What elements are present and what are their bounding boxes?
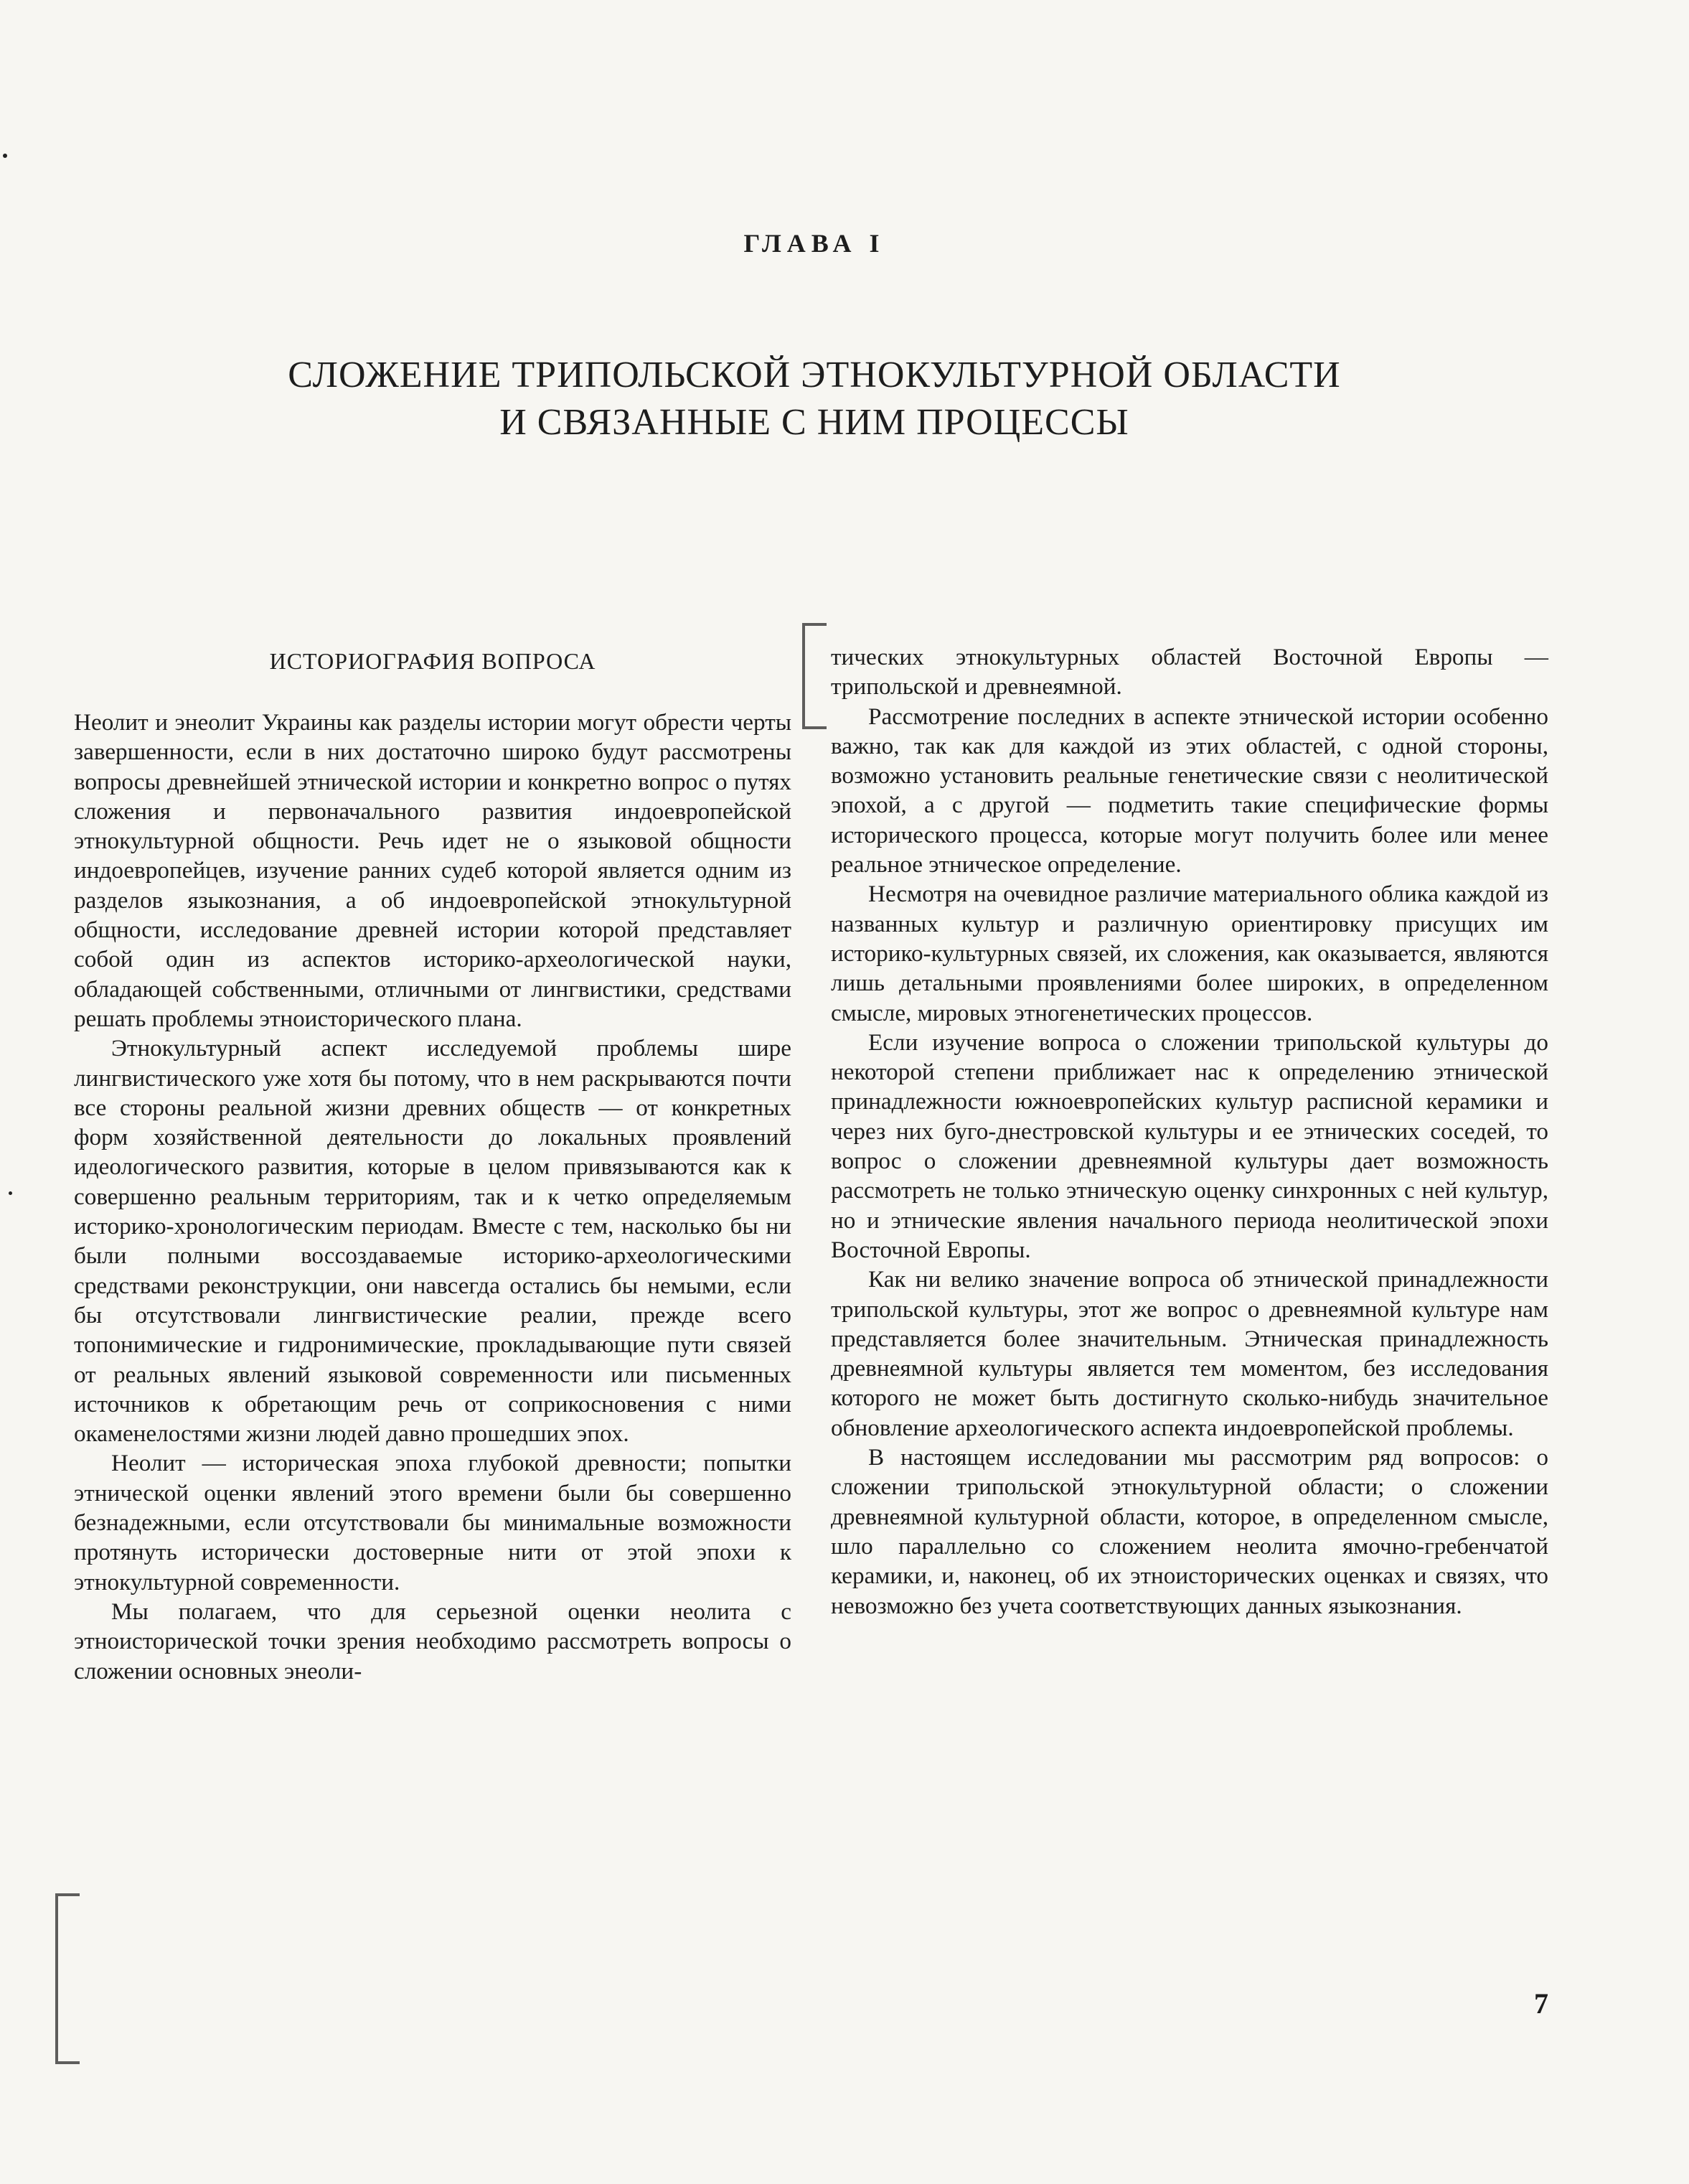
scan-speck	[9, 1191, 12, 1195]
left-column	[74, 642, 791, 1686]
paragraph: Неолит и энеолит Украины как разделы истории могут обрести черты завершенности, если в них достаточно широко будут рассмотрены вопросы древнейшей этнической истории и конкретно вопрос о путях сложения и первоначального развития индоевропейской этнокультурной общности. Речь идет не о языковой общности индоевропейцев, изучение ранних судеб которой является одним из разделов языкознания, а об индоевропейской этнокультурной общности, исследование древней истории которой представляет собой один из аспектов историко-археологической науки, обладающей собственными, отличными от лингвистики, средствами решать проблемы этноисторического плана.	[74, 709, 791, 1032]
paragraph: тических этнокультурных областей Восточной Европы — трипольской и древнеямной.	[831, 644, 1548, 700]
margin-bracket-mark	[802, 623, 827, 729]
paragraph: Этнокультурный аспект исследуемой проблемы шире лингвистического уже хотя бы потому, что в нем раскрываются почти все стороны реальной жизни древних обществ — от конкретных форм хозяйственной деятельности до локальных проявлений идеологического развития, которые в целом привязываются как к совершенно реальным территориям, так и к четко определяемым историко-хронологическим периодам. Вместе с тем, насколько бы ни были полными воссоздаваемые историко-археологическими средствами реконструкции, они навсегда остались бы немыми, если бы отсутствовали лингвистические реалии, прежде всего топонимические и гидронимические, прокладывающие пути связей от реальных явлений языковой современности или письменных источников к обретающим речь от соприкосновения с ними окаменелостями жизни людей давно прошедших эпох.	[74, 1035, 791, 1448]
chapter-title-line-2: И СВЯЗАННЫЕ С НИМ ПРОЦЕССЫ	[499, 402, 1129, 443]
margin-bracket-mark	[55, 1893, 80, 2064]
chapter-title	[0, 352, 1629, 446]
page-number: 7	[1534, 1987, 1548, 2020]
chapter-label: ГЛАВА I	[743, 229, 885, 258]
paragraph: Рассмотрение последних в аспекте этнической истории особенно важно, так как для каждой из этих областей, с одной стороны, возможно установить реальные генетические связи с неолитической эпохой, а с другой — подметить такие специфические формы исторического процесса, которые могут получить более или менее реальное этническое определение.	[831, 703, 1548, 878]
scan-speck	[3, 154, 7, 158]
right-column	[831, 642, 1548, 1621]
paragraph: Неолит — историческая эпоха глубокой древности; попытки этнической оценки явлений этого времени были бы совершенно безнадежными, если отсутствовали бы минимальные возможности протянуть исторически достоверные нити от этой эпохи к этнокультурной современности.	[74, 1450, 791, 1595]
section-heading: ИСТОРИОГРАФИЯ ВОПРОСА	[269, 648, 596, 674]
paragraph: Мы полагаем, что для серьезной оценки неолита с этноисторической точки зрения необходимо рассмотреть вопросы о сложении основных энеоли-	[74, 1598, 791, 1684]
paragraph: Несмотря на очевидное различие материального облика каждой из названных культур и различную ориентировку присущих им историко-культурных связей, их сложения, как оказывается, являются лишь детальными проявлениями более широких, в определенном смысле, мировых этногенетических процессов.	[831, 881, 1548, 1026]
chapter-title-line-1: СЛОЖЕНИЕ ТРИПОЛЬСКОЙ ЭТНОКУЛЬТУРНОЙ ОБЛАСТИ	[288, 355, 1341, 395]
paragraph: Как ни велико значение вопроса об этнической принадлежности трипольской культуры, этот же вопрос о древнеямной культуре нам представляется более значительным. Этническая принадлежность древнеямной культуры является тем моментом, без исследования которого не может быть достигнуто сколько-нибудь значительное обновление археологического аспекта индоевропейской проблемы.	[831, 1266, 1548, 1441]
paragraph: Если изучение вопроса о сложении трипольской культуры до некоторой степени приближает нас к определению этнической принадлежности южноевропейских культур расписной керамики и через них буго-днестровской культуры и ее этнических соседей, то вопрос о сложении древнеямной культуры дает возможность рассмотреть не только этническую оценку синхронных с ней культур, но и этнические явления начального периода неолитической эпохи Восточной Европы.	[831, 1028, 1548, 1263]
paragraph: В настоящем исследовании мы рассмотрим ряд вопросов: о сложении трипольской этнокультурной области; о сложении древнеямной культурной области, которое, в определенном смысле, шло параллельно со сложением неолита ямочно-гребенчатой керамики, и, наконец, об их этноисторических оценках и связях, что невозможно без учета соответствующих данных языкознания.	[831, 1444, 1548, 1619]
